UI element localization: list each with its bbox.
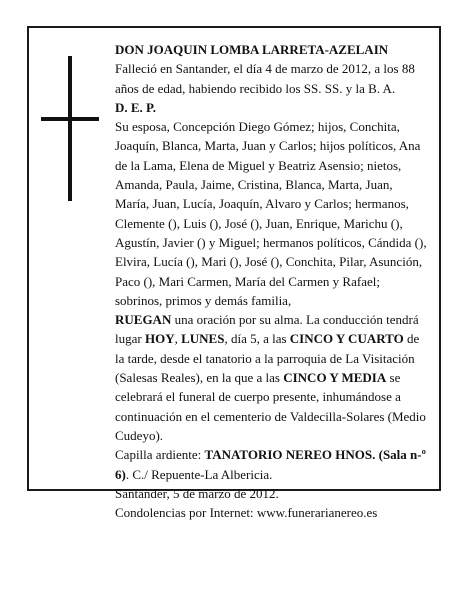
separator-text: , bbox=[174, 331, 182, 347]
ruegan-rest-text: una oración por su alma. La conducción tendrá lugar bbox=[115, 312, 419, 347]
capilla-label: Capilla ardiente: bbox=[115, 447, 205, 463]
place-date: Santander, 5 de marzo de 2012. bbox=[115, 485, 279, 501]
deceased-name bbox=[115, 40, 427, 59]
cross-vertical-bar bbox=[68, 56, 72, 201]
family-paragraph bbox=[115, 117, 427, 445]
tanatorio-text: TANATORIO NEREO HNOS. (Sala n-º 6) bbox=[115, 447, 426, 482]
dia-text: , día 5, a las bbox=[224, 331, 290, 347]
cross-horizontal-bar bbox=[41, 117, 99, 121]
cinco-y-cuarto-text: CINCO Y CUARTO bbox=[289, 331, 404, 347]
lunes-text: LUNES bbox=[181, 331, 225, 347]
obituary-text bbox=[115, 40, 427, 522]
death-notice: Falleció en Santander, el día 4 de marzo de 2012, a los 88 años de edad, habiendo recibido los SS. SS. y la B. A. bbox=[115, 61, 415, 96]
tarde-text: de la tarde, desde el tanatorio a la parroquia de La Visitación (Salesas Reales), en la que a las bbox=[115, 331, 420, 386]
cinco-y-media-text: CINCO Y MEDIA bbox=[283, 370, 387, 386]
cross-icon bbox=[41, 56, 99, 201]
ruegan-text: RUEGAN bbox=[115, 312, 172, 328]
deceased-name-text: DON JOAQUIN LOMBA LARRETA-AZELAIN bbox=[115, 42, 389, 57]
dep-text: D. E. P. bbox=[115, 99, 157, 115]
address-text: . C./ Repuente-La Albericia. bbox=[125, 466, 273, 482]
dep-line bbox=[115, 98, 427, 117]
obituary-notice bbox=[27, 26, 441, 521]
family-list: Su esposa, Concepción Diego Gómez; hijos, Conchita, Joaquín, Blanca, Marta, Juan y Carlos; hijos políticos, Ana de la Lama, Elena de Miguel y Beatriz Asensio; nietos, Amanda, Paula, Jaime, Cristina, Blanca, Marta, Juan, María, Juan, Lucía, Joaquín, Alvaro y Carlos; hermanos, Clemente (), Luis (), José (), Juan, Enrique, Marichu (), Agustín, Javier () y Miguel; hermanos políticos, Cándida (), Elvira, Lucía (), Mari (), José (), Conchita, Pilar, Asunción, Paco (), Mari Carmen, María del Carmen y Rafael; sobrinos, primos y demás familia, bbox=[115, 119, 427, 308]
funeral-text: se celebrará el funeral de cuerpo presente, inhumándose a continuación en el cementerio de Valdecilla-Solares (Medio Cudeyo). bbox=[115, 370, 426, 443]
condolences-line: Condolencias por Internet: www.funerarianereo.es bbox=[115, 505, 378, 521]
capilla-ardiente bbox=[115, 445, 427, 484]
hoy-text: HOY bbox=[144, 331, 175, 347]
